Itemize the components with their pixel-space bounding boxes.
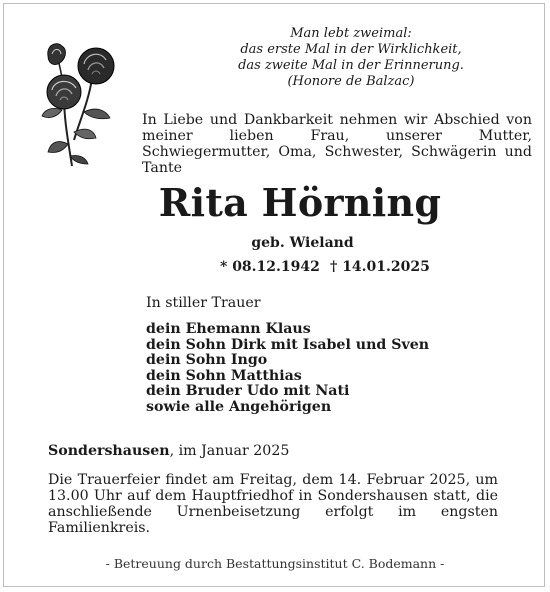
place-date-text: , im Januar 2025 [169, 443, 290, 459]
deceased-name: Rita Hörning [158, 180, 442, 225]
list-item: dein Bruder Udo mit Nati [146, 383, 350, 399]
birth-date: * 08.12.1942 [220, 259, 320, 275]
place-city: Sondershausen [48, 443, 170, 459]
mourners-list [146, 322, 429, 415]
quote-line: das zweite Mal in der Erinnerung. [238, 58, 464, 73]
place-date [48, 443, 289, 459]
roses-illustration-icon [34, 40, 124, 168]
quote-author: (Honore de Balzac) [287, 74, 415, 89]
death-date: † 14.01.2025 [330, 259, 430, 275]
list-item: sowie alle Angehörigen [146, 398, 332, 415]
list-item: dein Sohn Dirk mit Isabel und Sven [146, 336, 430, 353]
quote-line: Man lebt zweimal: [290, 26, 412, 41]
list-item: dein Ehemann Klaus [146, 321, 311, 337]
list-item: dein Sohn Ingo [146, 352, 268, 368]
mourners-label: In stiller Trauer [146, 295, 261, 311]
list-item: dein Sohn Matthias [146, 367, 302, 384]
intro-text: In Liebe und Dankbarkeit nehmen wir Abschied von meiner lieben Frau, unserer Mutter, Schwiegermutter, Oma, Schwester, Schwägerin und Tante [142, 112, 532, 176]
funeral-text: Die Trauerfeier findet am Freitag, dem 14. Februar 2025, um 13.00 Uhr auf dem Hauptfriedhof in Sondershausen statt, die anschließende Urnenbeisetzung erfolgt im engsten Familienkreis. [48, 472, 498, 536]
funeral-home-footer: - Betreuung durch Bestattungsinstitut C. Bodemann - [105, 556, 445, 571]
quote-line: das erste Mal in der Wirklichkeit, [240, 42, 462, 57]
quote [220, 26, 482, 90]
birth-name: geb. Wieland [251, 235, 354, 251]
